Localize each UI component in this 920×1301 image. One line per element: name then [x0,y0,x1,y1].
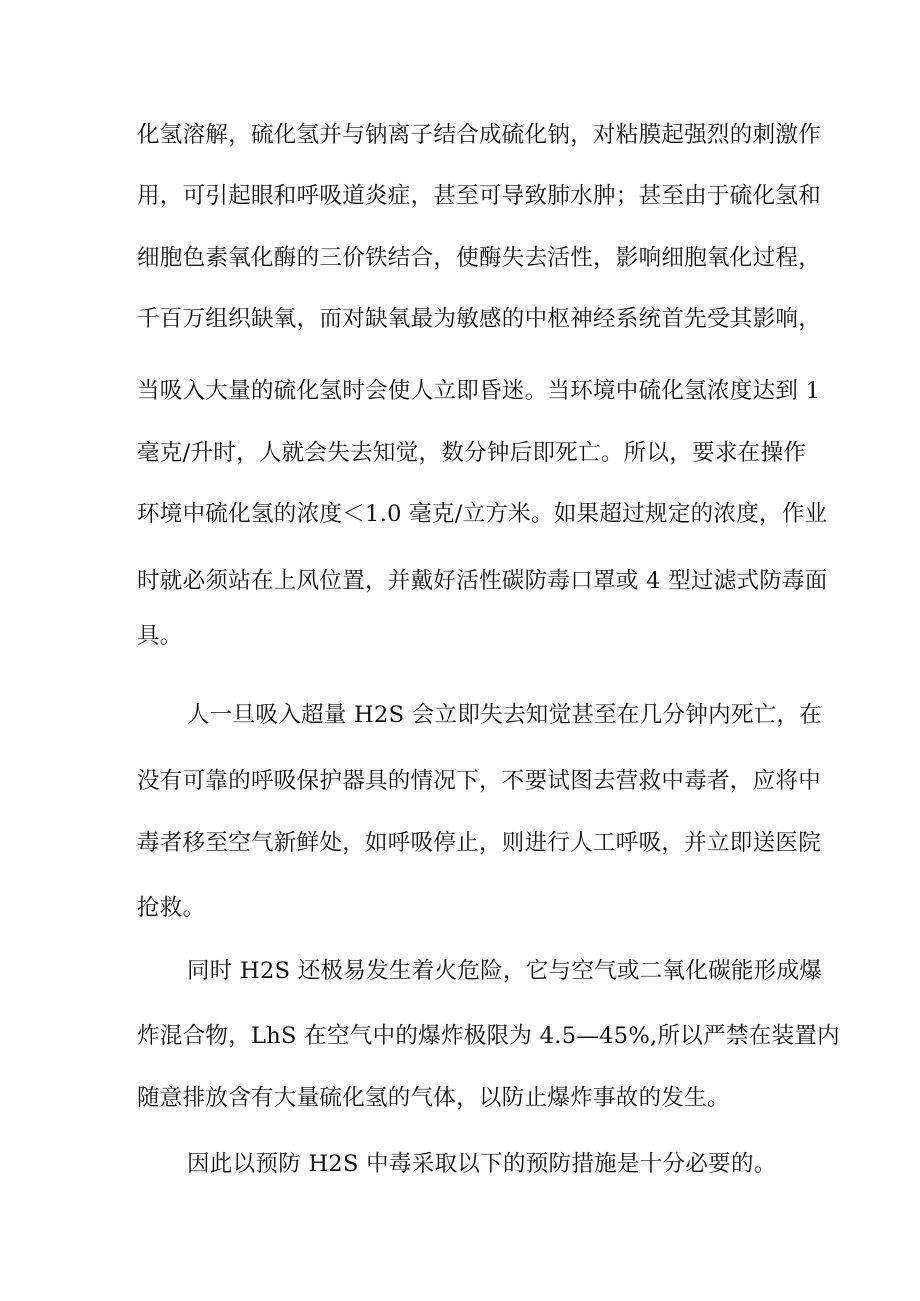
paragraph-1-line-1: 化氢溶解，硫化氢并与钠离子结合成硫化钠，对粘膜起强烈的刺激作 [137,122,822,148]
paragraph-3-line-1: 同时 H2S 还极易发生着火危险，它与空气或二氧化碳能形成爆 [187,958,823,984]
paragraph-2-line-3: 毒者移至空气新鲜处，如呼吸停止，则进行人工呼吸，并立即送医院 [137,830,822,856]
paragraph-1-line-8: 时就必须站在上风位置，并戴好活性碳防毒口罩或 4 型过滤式防毒面 [137,568,828,594]
paragraph-2-line-4: 抢救。 [137,895,206,921]
paragraph-3-line-2: 炸混合物，LhS 在空气中的爆炸极限为 4.5—45%,所以严禁在装置内 [137,1023,840,1049]
paragraph-1-line-2: 用，可引起眼和呼吸道炎症，甚至可导致肺水肿；甚至由于硫化氢和 [137,183,822,209]
paragraph-3-line-3: 随意排放含有大量硫化氢的气体，以防止爆炸事故的发生。 [137,1085,730,1111]
paragraph-2-line-2: 没有可靠的呼吸保护器具的情况下，不要试图去营救中毒者，应将中 [137,768,822,794]
paragraph-1-line-3: 细胞色素氧化酶的三价铁结合，使酶失去活性，影响细胞氧化过程， [137,245,822,271]
paragraph-1-line-4: 千百万组织缺氧，而对缺氧最为敏感的中枢神经系统首先受其影响， [137,306,822,332]
paragraph-1-line-7: 环境中硫化氢的浓度＜1.0 毫克/立方米。如果超过规定的浓度，作业 [137,501,828,527]
paragraph-1-line-6: 毫克/升时，人就会失去知觉，数分钟后即死亡。所以，要求在操作 [137,440,807,466]
paragraph-1-line-9: 具。 [137,623,183,649]
paragraph-4-line-1: 因此以预防 H2S 中毒采取以下的预防措施是十分必要的。 [187,1151,777,1177]
paragraph-1-line-5: 当吸入大量的硫化氢时会使人立即昏迷。当环境中硫化氢浓度达到 1 [137,378,821,404]
paragraph-2-line-1: 人一旦吸入超量 H2S 会立即失去知觉甚至在几分钟内死亡，在 [187,702,823,728]
